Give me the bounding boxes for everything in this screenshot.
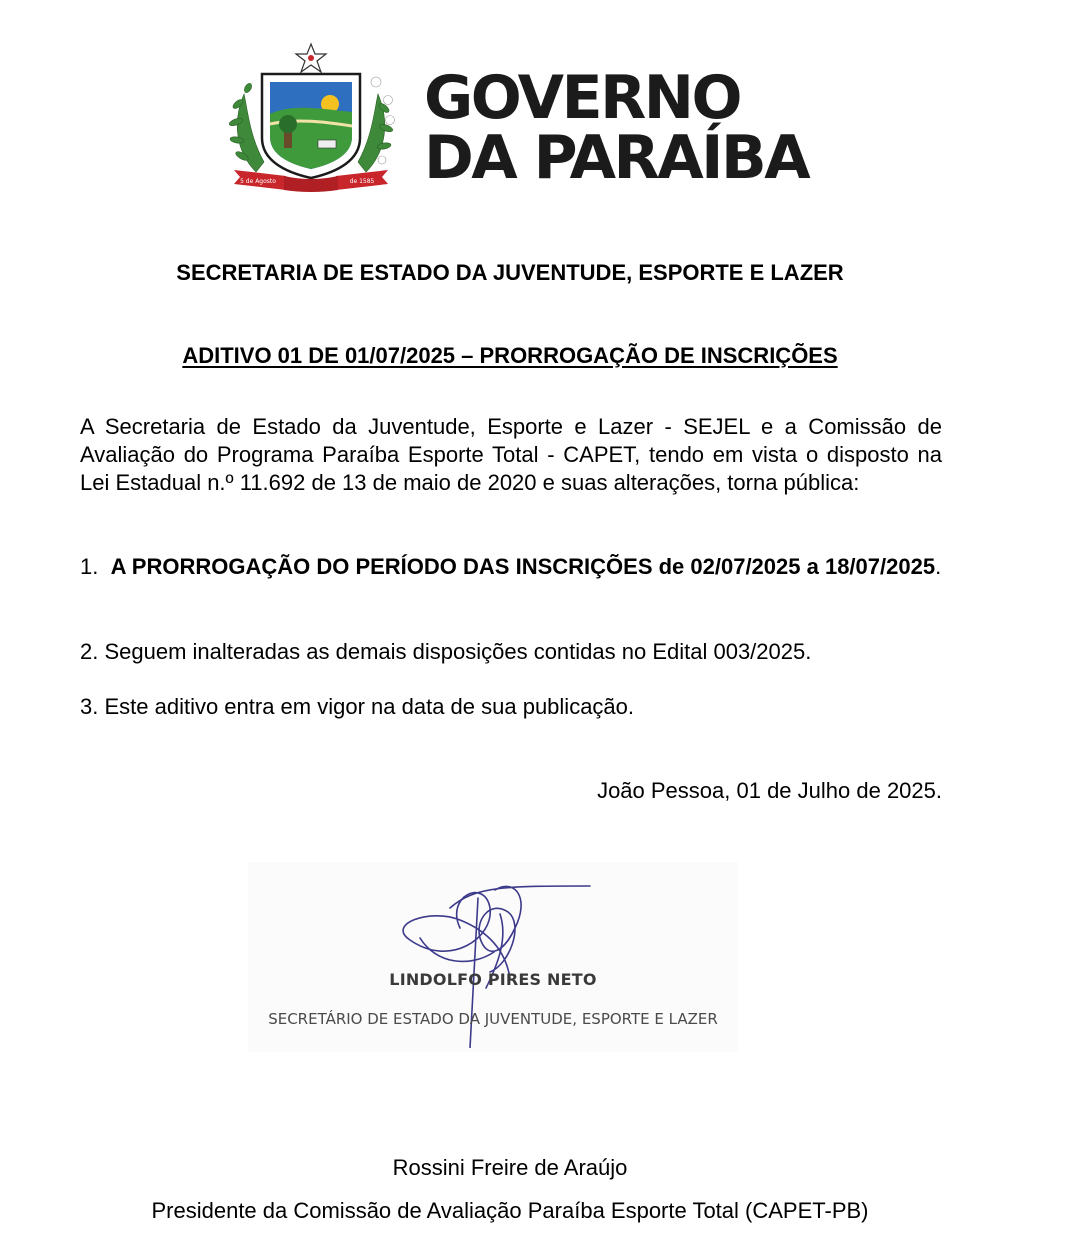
document-heading (0, 343, 1020, 369)
item-suffix: . (935, 554, 942, 579)
secretary-name: LINDOLFO PIRES NETO (389, 970, 597, 989)
item-number: 1. (80, 554, 99, 579)
item-bold-text: A PRORROGAÇÃO DO PERÍODO DAS INSCRIÇÕES de 02/07/2025 a 18/07/2025 (110, 554, 936, 579)
list-item: 3. Este aditivo entra em vigor na data de sua publicação. (80, 694, 635, 719)
agency-heading: SECRETARIA DE ESTADO DA JUVENTUDE, ESPORTE E LAZER (176, 260, 844, 285)
place-and-date: João Pessoa, 01 de Julho de 2025. (597, 778, 942, 803)
ribbon-right-text: de 1585 (349, 178, 375, 185)
government-title-line2: DA PARAÍBA (424, 123, 809, 193)
intro-paragraph: A Secretaria de Estado da Juventude, Esporte e Lazer - SEJEL e a Comissão de Avaliação do Programa Paraíba Esporte Total - CAPET, tendo em vista o disposto na Lei Estadual n.º 11.692 de 13 de maio de 2020 e suas alterações, torna pública: (80, 414, 942, 495)
document-heading-text: ADITIVO 01 DE 01/07/2025 – PRORROGAÇÃO DE INSCRIÇÕES (182, 343, 838, 368)
president-role: Presidente da Comissão de Avaliação Paraíba Esporte Total (CAPET-PB) (151, 1198, 869, 1223)
president-name: Rossini Freire de Araújo (392, 1155, 628, 1180)
government-title-line1: GOVERNO (424, 63, 740, 133)
ribbon-left-text: 5 de Agosto (240, 178, 276, 185)
coat-of-arms-icon (226, 42, 396, 192)
secretary-role: SECRETÁRIO DE ESTADO DA JUVENTUDE, ESPORTE E LAZER (268, 1010, 718, 1028)
list-item: 2. Seguem inalteradas as demais disposições contidas no Edital 003/2025. (80, 639, 812, 664)
list-item (80, 553, 942, 581)
